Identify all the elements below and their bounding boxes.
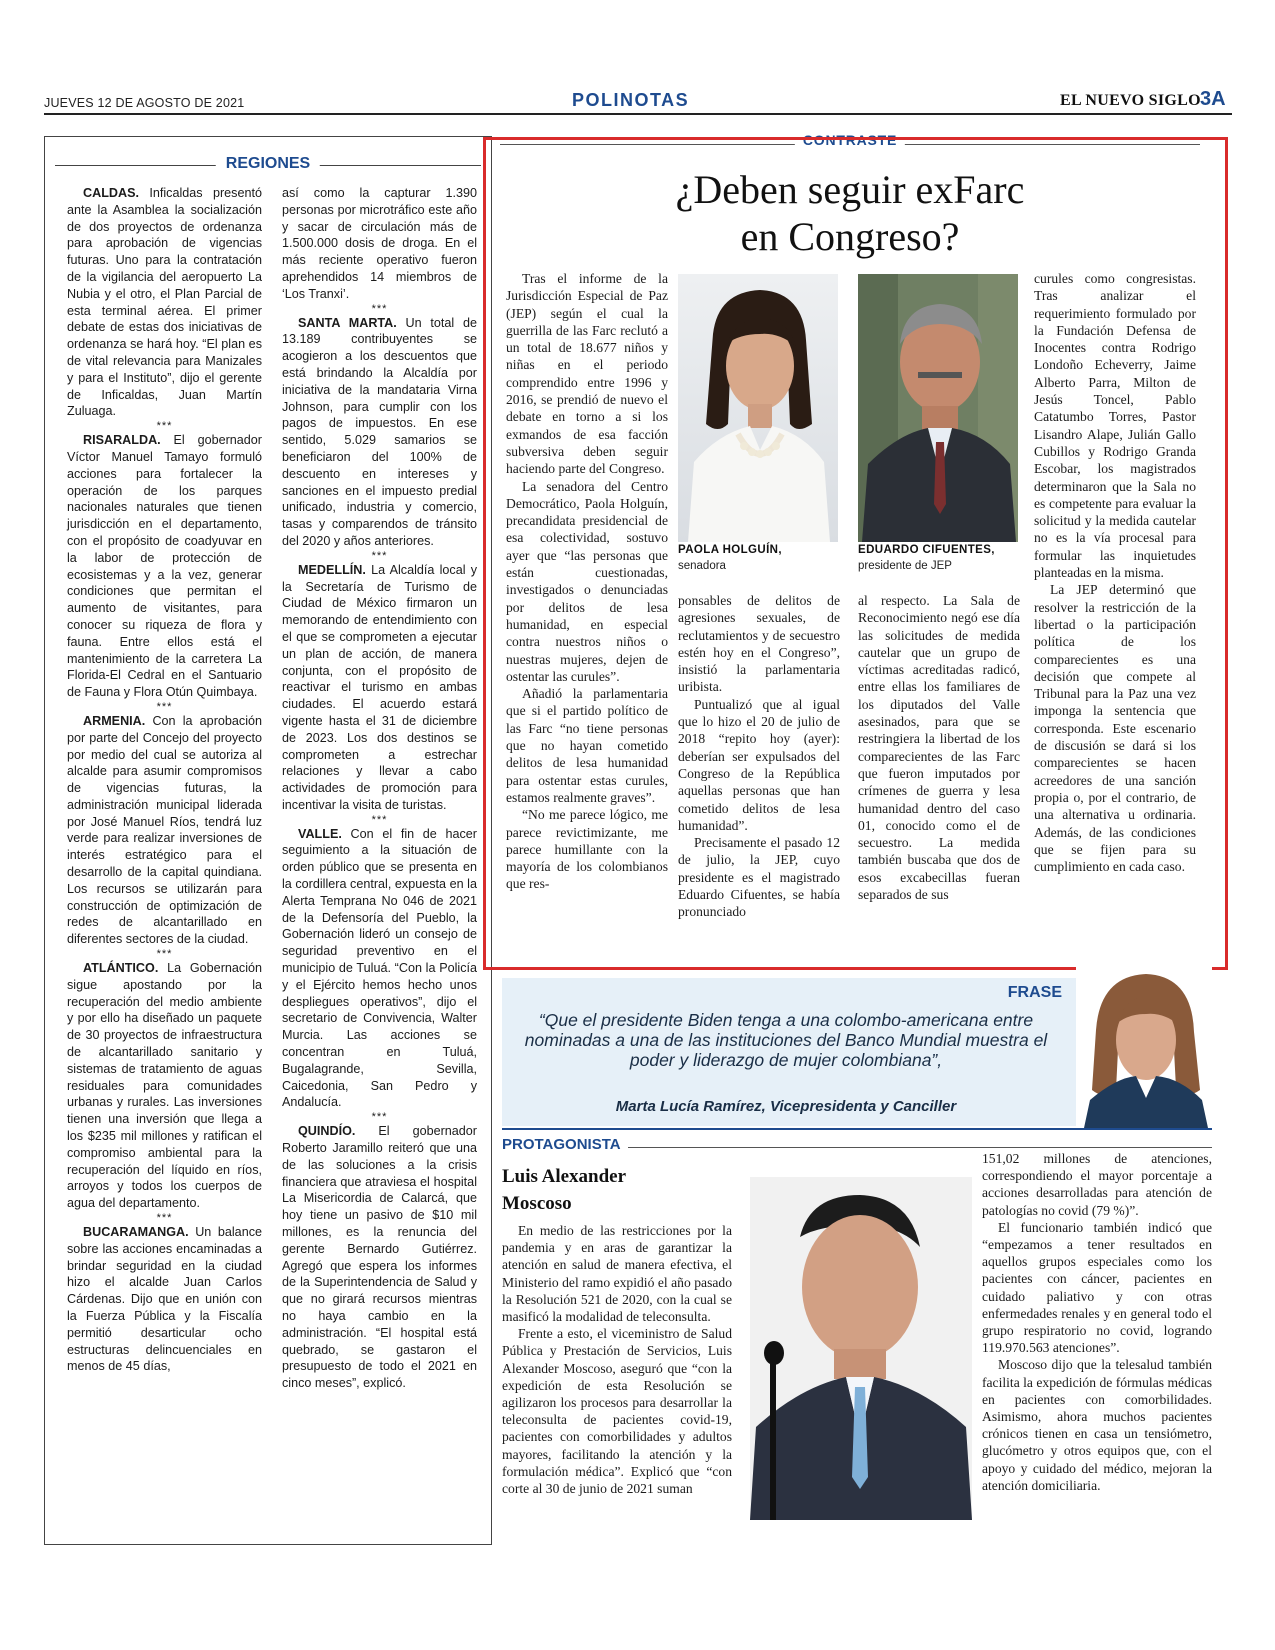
portrait-man-image <box>750 1177 972 1520</box>
regiones-column-1 <box>67 185 262 1392</box>
protagonista-label: PROTAGONISTA <box>502 1136 621 1153</box>
regiones-item-lead: QUINDÍO. <box>298 1124 356 1139</box>
protagonista-paragraph: En medio de las restricciones por la pandemia y en aras de garantizar la atención en salud de manera efectiva, el Ministerio del ramo expidió el año pasado la Resolución 521 de 2020, con la cual se masificó la modalidad de teleconsulta. <box>502 1223 732 1325</box>
regiones-item-text: Con el fin de hacer seguimiento a la situación de orden público que se presenta en la cordillera central, expuesta en la Alerta Temprana No 046 de 2021 de la Defensoría del Pueblo, la Gobernación lideró un consejo de seguridad preventivo en el municipio de Tuluá. “Con la Policía y el Ejército hemos hecho unos despliegues operativos”, dijo el secretario de Convivencia, Walter Murcia. Las acciones se concentran en Tuluá, Bugalagrande, Sevilla, Caicedonia, San Pedro y Andalucía. <box>282 826 477 1110</box>
page-number: 3A <box>1200 88 1226 110</box>
regiones-item <box>67 1224 262 1375</box>
marta-lucia-ramirez-photo <box>1076 960 1212 1128</box>
regiones-item <box>282 1123 477 1392</box>
protagonista-name-line-1: Luis Alexander <box>502 1166 627 1187</box>
regiones-item-lead: ATLÁNTICO. <box>83 961 159 976</box>
contraste-column-4 <box>1034 270 1196 875</box>
regiones-item-lead: ARMENIA. <box>83 713 146 728</box>
regiones-box <box>44 136 492 1545</box>
frase-label: FRASE <box>1007 984 1062 1001</box>
headline-line-1: ¿Deben seguir exFarc <box>675 167 1025 212</box>
portrait-man-image <box>858 274 1018 542</box>
regiones-item-lead: SANTA MARTA. <box>298 315 397 330</box>
headline-line-2: en Congreso? <box>740 214 960 259</box>
contraste-paragraph: al respecto. La Sala de Reconocimiento negó ese día las solicitudes de medida cautelar que un grupo de víctimas acreditadas radicó, entre ellas los familiares de los diputados del Valle asesinados, para que se restringiera la libertad de los comparecientes de las Farc que fueron imputados por crímenes de guerra y lesa humanidad dentro del caso 01, conocido como el de secuestro. La medida también buscaba que dos de esos excabecillas fueran separados de sus <box>858 593 1020 903</box>
regiones-item-text: Un balance sobre las acciones encaminadas a brindar seguridad en la ciudad hizo el alcalde Juan Carlos Cárdenas. Dijo que en unión con la Fuerza Pública y la Fiscalía permitió desarticular ocho estructuras delincuenciales en menos de 45 días, <box>67 1225 262 1374</box>
contraste-column-3 <box>858 592 1020 903</box>
newspaper-name: EL NUEVO SIGLO <box>1060 92 1201 109</box>
regiones-item-lead: CALDAS. <box>83 186 139 200</box>
regiones-item <box>67 713 262 948</box>
eduardo-cifuentes-caption-name: EDUARDO CIFUENTES, <box>858 544 995 556</box>
regiones-item <box>282 315 477 550</box>
edition-date: JUEVES 12 DE AGOSTO DE 2021 <box>44 96 245 110</box>
protagonista-paragraph: Moscoso dijo que la telesalud también facilita la expedición de fórmulas médicas en pacientes con comorbilidades. Asimismo, ahora muchos pacientes crónicos tienen en casa un tensiómetro, glucómetro y otros equipos que, con el apoyo y cuidado del médico, mejoran la atención domiciliaria. <box>982 1357 1212 1493</box>
regiones-separator: *** <box>371 549 388 562</box>
protagonista-name <box>502 1163 626 1217</box>
paola-holguin-caption-name: PAOLA HOLGUÍN, <box>678 544 782 556</box>
regiones-item-lead: RISARALDA. <box>83 433 161 448</box>
protagonista-name-line-2: Moscoso <box>502 1193 572 1214</box>
regiones-item-lead: BUCARAMANGA. <box>83 1225 189 1240</box>
contraste-column-2 <box>678 592 840 921</box>
paola-holguin-photo <box>678 274 838 542</box>
frase-quote: “Que el presidente Biden tenga a una colombo-americana entre nominadas a una de las instituciones del Banco Mundial muestra el poder y liderazgo de mujer colombiana”, <box>524 1010 1048 1070</box>
protagonista-paragraph: Frente a esto, el viceministro de Salud Pública y Prestación de Servicios, Luis Alexander Moscoso, aseguró que “con la expedición de esta Resolución se agilizaron los procesos para desarrollar la teleconsulta de pacientes covid-19, pacientes con comorbilidades y adultos mayores, facilitando la atención y la formulación médica”. Explicó que “con corte al 30 de junio de 2021 suman <box>502 1326 732 1497</box>
regiones-item-lead: MEDELLÍN. <box>298 562 366 577</box>
protagonista-column-2 <box>982 1150 1212 1494</box>
regiones-item-text: Inficaldas presentó ante la Asamblea la socialización de dos proyectos de ordenanza para aprobación de vigencias futuras. Uno para la contratación de la vigilancia del aeropuerto La Nubia y el otro, el Plan Parcial de esta terminal aérea. El primer debate de estas dos iniciativas de ordenanza se hará hoy. “El plan es de vital relevancia para Manizales y para el Instituto”, dijo el gerente de Inficaldas, Juan Martín Zuluaga. <box>67 186 262 419</box>
regiones-separator: *** <box>371 1111 388 1124</box>
regiones-separator: *** <box>156 948 173 961</box>
contraste-paragraph: Añadió la parlamentaria que si el partido político de las Farc “no tiene personas que no hayan cometido delitos de lesa humanidad para ostentar estas curules, estamos realmente graves”. <box>506 686 668 805</box>
protagonista-column-1 <box>502 1222 732 1497</box>
contraste-paragraph: Precisamente el pasado 12 de julio, la JEP, cuyo presidente es el magistrado Eduardo Cifuentes, se había pronunciado <box>678 835 840 920</box>
protagonista-rule <box>628 1147 1212 1148</box>
regiones-item-lead: VALLE. <box>298 826 342 841</box>
regiones-item-text: La Alcaldía local y la Secretaría de Turismo de Ciudad de México firmaron un memorando de entendimiento con el que se comprometen a ejecutar un plan de acción, de manera conjunta, con el propósito de reactivar el turismo en ambas ciudades. El acuerdo estará vigente hasta el 31 de diciembre de 2023. Los dos destinos se comprometen a estrechar relaciones y llevar a cabo actividades de promoción para incentivar la visita de turistas. <box>282 562 477 812</box>
regiones-item-text: El gobernador Víctor Manuel Tamayo formuló acciones para fortalecer la operación de los parques nacionales naturales que tienen jurisdicción en el departamento, con el propósito de coadyuvar en la labor de protección de ecosistemas y a la vez, generar condiciones que permitan el aumento de visitantes, para conocer su riqueza de flora y fauna. Entre ellos está el mantenimiento de la carretera La Florida-El Cedral en el Santuario de Fauna y Flora Otún Quimbaya. <box>67 433 262 700</box>
contraste-headline <box>488 166 1212 260</box>
contraste-paragraph: La senadora del Centro Democrático, Paola Holguín, precandidata presidencial de esa colectividad, sostuvo ayer que “las personas que están cuestionadas, investigados o denunciadas por delitos de lesa humanidad, en especial contra nuestros niños o nuestras mujeres, dejen de ostentar las curules”. <box>506 478 668 684</box>
regiones-separator: *** <box>371 302 388 315</box>
frase-author: Marta Lucía Ramírez, Vicepresidenta y Canciller <box>615 1098 957 1115</box>
regiones-item-text: así como la capturar 1.390 personas por microtráfico este año y sacar de circulación más de 1.500.000 dosis de droga. En el más reciente operativo fueron aprehendidos 14 miembros de ‘Los Tranxi’. <box>282 186 477 301</box>
contraste-paragraph: La JEP determinó que resolver la restricción de la libertad o la participación política de los comparecientes es una decisión que compete al Tribunal para la Paz una vez imponga la sentencia que corresponda. Este escenario de discusión se dará si los comparecientes se hacen acreedores de una sanción propia o, por el contrario, de una alternativa u ordinaria. Además, de las condiciones que se fijen para su cumplimiento en cada caso. <box>1034 582 1196 875</box>
contraste-paragraph: “No me parece lógico, me parece revictimizante, me parece humillante con la mayoría de los colombianos que res- <box>506 807 668 892</box>
contraste-paragraph: Puntualizó que al igual que lo hizo el 20 de julio de 2018 “repito hoy (ayer): deberían ser expulsados del Congreso de la República aquellas personas que han cometido delitos de lesa humanidad”. <box>678 696 840 833</box>
regiones-item-text: La Gobernación sigue apostando por la recuperación del medio ambiente y por ello ha diseñado un paquete de 30 proyectos de infraestructura de alcantarillado sanitario y sistemas de tratamiento de aguas residuales para comunidades urbanas y rurales. Las inversiones tienen una inversión que llega a los $235 mil millones y ratifican el compromiso ambiental para la recuperación del líquido en ríos, arroyos y todos los cuerpos de agua del departamento. <box>67 961 262 1211</box>
regiones-item <box>282 826 477 1112</box>
portrait-woman-image <box>1076 960 1212 1128</box>
regiones-separator: *** <box>156 1212 173 1225</box>
regiones-separator: *** <box>156 420 173 433</box>
contraste-kicker: CONTRASTE <box>795 132 905 148</box>
regiones-column-2 <box>282 185 477 1392</box>
protagonista-paragraph: 151,02 millones de atenciones, correspondiendo el mayor porcentaje a acciones desarrolladas para atención de patologías no covid (79 %)”. <box>982 1151 1212 1218</box>
contraste-paragraph: ponsables de delitos de agresiones sexuales, de reclutamientos y de secuestro estén hoy en el Congreso”, insistió la parlamentaria uribista. <box>678 593 840 695</box>
header-rule <box>44 113 1232 115</box>
regiones-item <box>67 185 262 420</box>
section-title: POLINOTAS <box>572 90 690 110</box>
regiones-item-text: El gobernador Roberto Jaramillo reiteró que una de las soluciones a la crisis financiera que atraviesa el hospital La Misericordia de Calarcá, que hoy tiene un pasivo de $10 mil millones, es la renuncia del gerente Bernardo Gutiérrez. Agregó que espera los informes de la Superintendencia de Salud y que no girará recursos mientras no haya cambio en la administración. “El hospital está quebrado, se gastaron el presupuesto de todo el 2021 en cinco meses”, explicó. <box>282 1124 477 1391</box>
eduardo-cifuentes-photo <box>858 274 1018 542</box>
portrait-woman-image <box>678 274 838 542</box>
protagonista-paragraph: El funcionario también indicó que “empezamos a tener resultados en aquellos grupos especiales como los pacientes con cáncer, pacientes en cuidado paliativo y con otras enfermedades renales y en general todo el grupo respiratorio no covid, logrando 119.970.563 atenciones”. <box>982 1219 1212 1356</box>
regiones-separator: *** <box>371 813 388 826</box>
frase-bottom-rule <box>502 1128 1212 1130</box>
regiones-item-text: Con la aprobación por parte del Concejo del proyecto por medio del cual se autoriza al alcalde para asumir compromisos de vigencias futuras, la administración municipal liderada por José Manuel Ríos, tendrá luz verde para realizar inversiones de interés estratégico para el desarrollo de la capital quindiana. Los recursos se utilizarán para construcción de optimización de redes de alcantarillado en diferentes sectores de la ciudad. <box>67 713 262 947</box>
contraste-paragraph: curules como congresistas. Tras analizar el requerimiento formulado por la Fundación Defensa de Inocentes contra Rodrigo Londoño Echeverry, Jaime Alberto Parra, Milton de Jesús Toncel, Pablo Catatumbo Torres, Pastor Lisandro Alape, Julián Gallo Cubillos y Rodrigo Granda Escobar, los magistrados determinaron que la Sala no es competente para evaluar la solicitud y la medida cautelar no es la vía procesal para formular las inquietudes planteadas en la misma. <box>1034 271 1196 581</box>
eduardo-cifuentes-caption-role: presidente de JEP <box>858 560 952 572</box>
regiones-item <box>282 185 477 303</box>
contraste-paragraph: Tras el informe de la Jurisdicción Especial de Paz (JEP) según el cual la guerrilla de las Farc reclutó a un total de 18.677 niños y niñas en el periodo comprendido entre 1996 y 2016, se prendió de nuevo el debate en torno a si los exmandos de esa facción subversiva deben seguir haciendo parte del Congreso. <box>506 271 668 477</box>
contraste-column-1 <box>506 270 668 893</box>
paola-holguin-caption-role: senadora <box>678 560 726 572</box>
luis-alexander-moscoso-photo <box>750 1177 972 1520</box>
regiones-separator: *** <box>156 700 173 713</box>
regiones-item <box>67 960 262 1212</box>
regiones-item-text: Un total de 13.189 contribuyentes se acogieron a los descuentos que está brindando la Alcaldía por iniciativa de la mandataria Virna Johnson, para cumplir con los pagos de impuestos. En ese sentido, 5.029 samarios se beneficiaron del 100% de descuento en intereses y sanciones en el impuesto predial unificado, industria y comercio, tasas y comparendos de tránsito del 2020 y años anteriores. <box>282 315 477 548</box>
regiones-columns <box>67 185 477 1392</box>
contraste-article <box>488 132 1212 948</box>
regiones-item <box>67 432 262 701</box>
regiones-title: REGIONES <box>216 155 320 173</box>
regiones-item <box>282 562 477 814</box>
